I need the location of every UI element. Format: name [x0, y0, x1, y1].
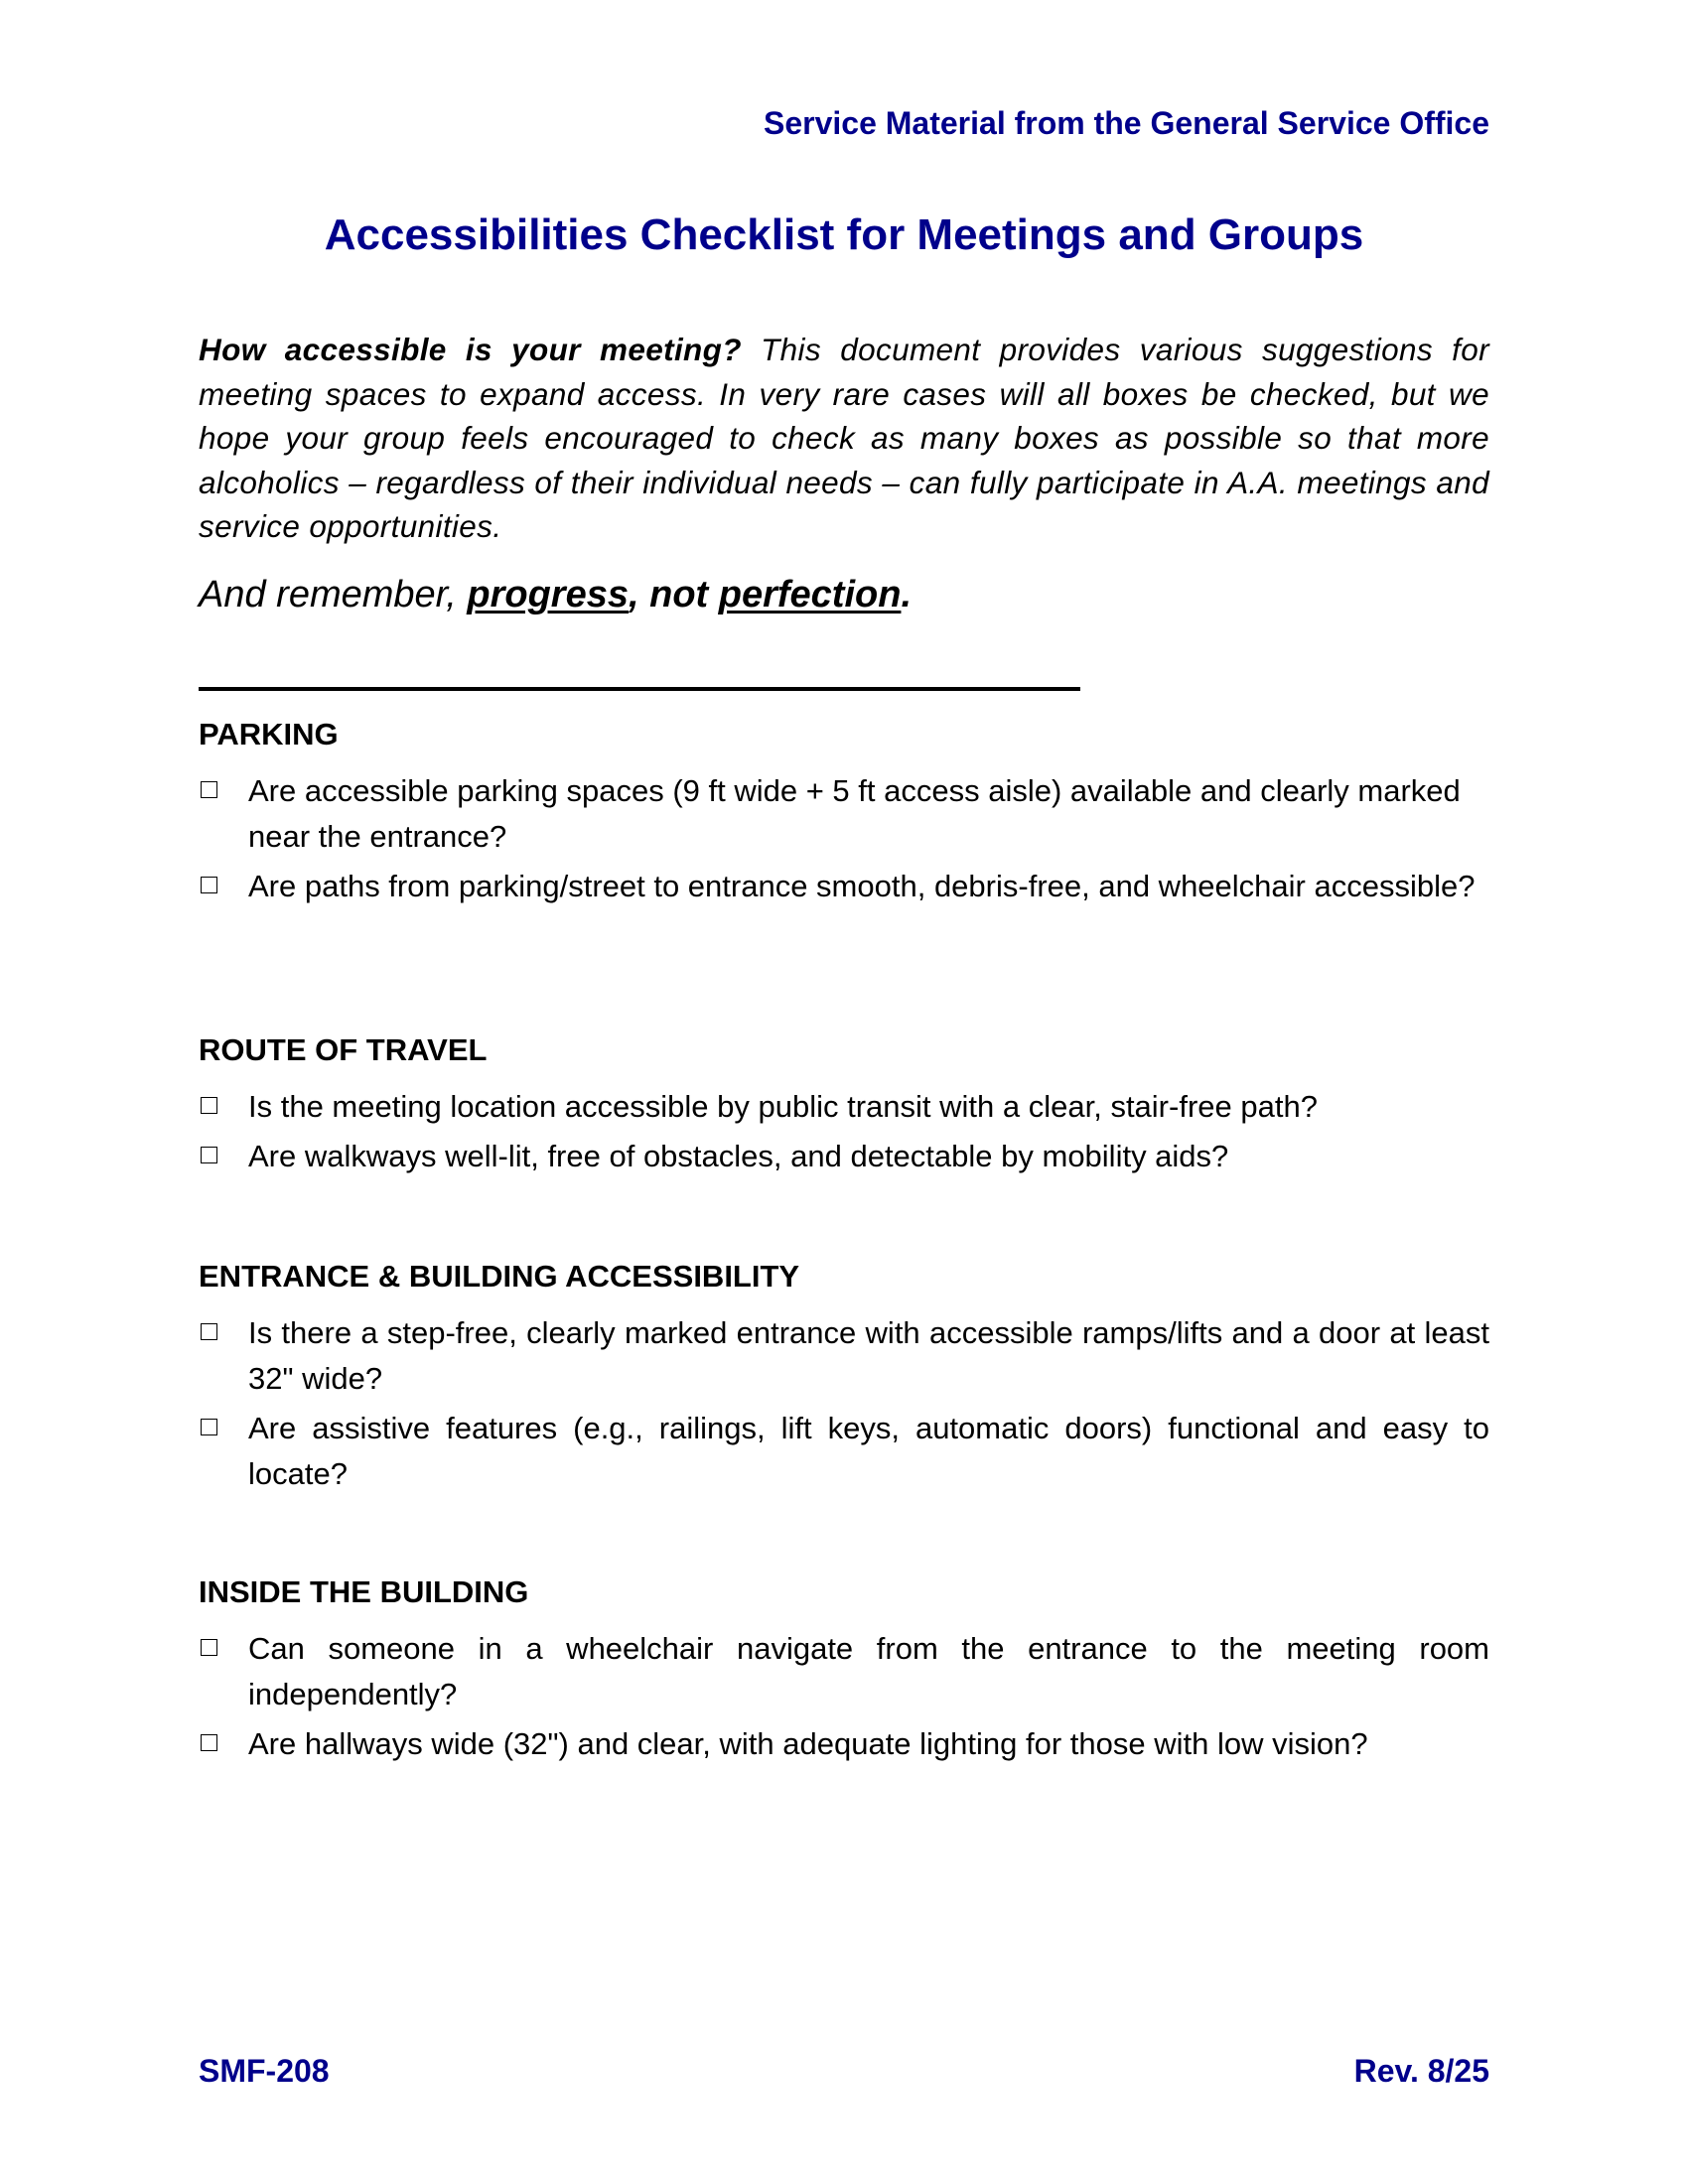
- section-heading: ENTRANCE & BUILDING ACCESSIBILITY: [199, 1259, 800, 1294]
- intro-paragraph: [199, 328, 1489, 549]
- checklist-item[interactable]: [199, 1084, 1489, 1130]
- section-heading: ROUTE OF TRAVEL: [199, 1032, 488, 1067]
- document-page: [199, 0, 1489, 2184]
- checkbox-icon[interactable]: [201, 1323, 217, 1340]
- checklist-item[interactable]: [199, 1310, 1489, 1402]
- checklist-item-text: Can someone in a wheelchair navigate from the entrance to the meeting room independently?: [248, 1631, 1489, 1711]
- checklist-item[interactable]: [199, 1626, 1489, 1717]
- checklist-item[interactable]: [199, 1134, 1489, 1179]
- intro-lead-question: How accessible is your meeting?: [199, 332, 742, 367]
- checklist-item-text: Is the meeting location accessible by public transit with a clear, stair-free path?: [248, 1089, 1318, 1124]
- checklist: [199, 1626, 1489, 1767]
- remember-comma: ,: [628, 574, 639, 615]
- checkbox-icon[interactable]: [201, 1734, 217, 1751]
- remember-middle: not: [649, 574, 709, 615]
- checklist-item-text: Are hallways wide (32") and clear, with adequate lighting for those with low vision?: [248, 1726, 1368, 1761]
- remember-word-progress: progress: [467, 574, 629, 615]
- section-route-of-travel: [199, 1032, 1489, 1183]
- checklist-item-text: Are paths from parking/street to entrance smooth, debris-free, and wheelchair accessible?: [248, 869, 1476, 903]
- remember-end: .: [901, 574, 913, 615]
- revision-date: Rev. 8/25: [1353, 2053, 1489, 2089]
- checklist-item-text: Is there a step-free, clearly marked entrance with accessible ramps/lifts and a door at least 32" wide?: [248, 1315, 1489, 1396]
- checklist-item[interactable]: [199, 1721, 1489, 1767]
- checklist: [199, 1084, 1489, 1179]
- checklist-item-text: Are accessible parking spaces (9 ft wide + 5 ft access aisle) available and clearly marked near the entrance?: [248, 773, 1461, 854]
- remember-word-perfection: perfection: [718, 574, 902, 615]
- checklist-item[interactable]: [199, 1406, 1489, 1497]
- checkbox-icon[interactable]: [201, 1147, 217, 1163]
- intro-body: This document provides various suggestions for meeting spaces to expand access. In very rare cases will all boxes be checked, but we hope your group feels encouraged to check as many boxes as possible so that more alcoholics – regardless of their individual needs – can fully participate in A.A. meetings and service opportunities.: [199, 332, 1489, 545]
- checkbox-icon[interactable]: [201, 877, 217, 893]
- form-code: SMF-208: [199, 2053, 330, 2089]
- section-entrance-building-accessibility: [199, 1259, 1489, 1501]
- checklist-item-text: Are walkways well-lit, free of obstacles, and detectable by mobility aids?: [248, 1139, 1229, 1173]
- checklist-item[interactable]: [199, 768, 1489, 860]
- checklist-item-text: Are assistive features (e.g., railings, lift keys, automatic doors) functional and easy to locate?: [248, 1411, 1489, 1491]
- section-heading: INSIDE THE BUILDING: [199, 1574, 529, 1609]
- remember-prefix: And remember,: [199, 574, 457, 615]
- remember-line: [199, 574, 912, 616]
- section-parking: [199, 717, 1489, 913]
- checkbox-icon[interactable]: [201, 1419, 217, 1435]
- checkbox-icon[interactable]: [201, 1639, 217, 1656]
- checklist: [199, 768, 1489, 909]
- section-inside-the-building: [199, 1574, 1489, 1771]
- checklist-item[interactable]: [199, 864, 1489, 909]
- checkbox-icon[interactable]: [201, 1097, 217, 1114]
- page-title: Accessibilities Checklist for Meetings and Groups: [324, 210, 1364, 259]
- checkbox-icon[interactable]: [201, 781, 217, 798]
- section-divider: [199, 687, 1080, 691]
- checklist: [199, 1310, 1489, 1497]
- section-heading: PARKING: [199, 717, 339, 751]
- service-material-note: Service Material from the General Service Office: [764, 105, 1489, 141]
